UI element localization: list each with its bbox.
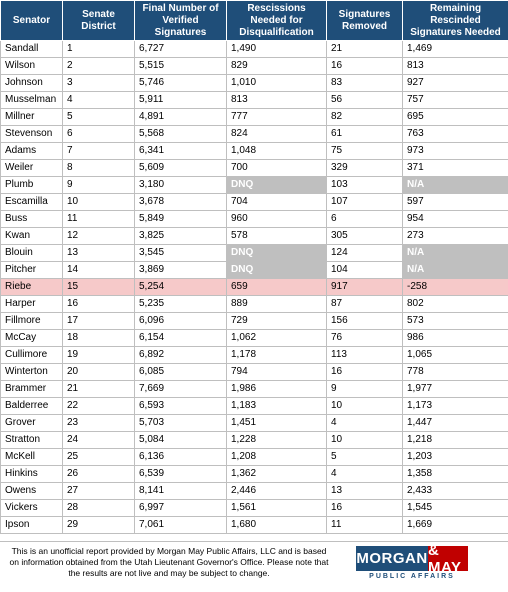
- cell-senator: Balderree: [1, 398, 63, 415]
- cell-verified: 5,609: [135, 160, 227, 177]
- cell-rescissions-needed: 813: [227, 92, 327, 109]
- cell-rescissions-needed: 794: [227, 364, 327, 381]
- table-row: [1, 211, 508, 228]
- cell-rescissions-needed: 729: [227, 313, 327, 330]
- cell-removed: 9: [327, 381, 403, 398]
- cell-rescissions-needed: DNQ: [227, 262, 327, 279]
- cell-removed: 16: [327, 58, 403, 75]
- cell-rescissions-needed: 889: [227, 296, 327, 313]
- cell-removed: 56: [327, 92, 403, 109]
- cell-verified: 6,593: [135, 398, 227, 415]
- cell-verified: 5,084: [135, 432, 227, 449]
- cell-verified: 5,703: [135, 415, 227, 432]
- table-row: [1, 228, 508, 245]
- table-row: [1, 347, 508, 364]
- cell-rescissions-needed: 1,561: [227, 500, 327, 517]
- cell-remaining: 757: [403, 92, 508, 109]
- cell-senator: Owens: [1, 483, 63, 500]
- cell-senator: Hinkins: [1, 466, 63, 483]
- cell-verified: 5,746: [135, 75, 227, 92]
- cell-district: 22: [63, 398, 135, 415]
- cell-senator: McCay: [1, 330, 63, 347]
- cell-verified: 6,727: [135, 41, 227, 58]
- cell-removed: 5: [327, 449, 403, 466]
- cell-remaining: 973: [403, 143, 508, 160]
- cell-senator: Pitcher: [1, 262, 63, 279]
- cell-district: 20: [63, 364, 135, 381]
- cell-district: 13: [63, 245, 135, 262]
- cell-verified: 3,678: [135, 194, 227, 211]
- cell-removed: 87: [327, 296, 403, 313]
- cell-removed: 305: [327, 228, 403, 245]
- cell-rescissions-needed: 829: [227, 58, 327, 75]
- cell-verified: 3,545: [135, 245, 227, 262]
- table-row: [1, 92, 508, 109]
- cell-district: 18: [63, 330, 135, 347]
- cell-senator: Johnson: [1, 75, 63, 92]
- table-row: [1, 262, 508, 279]
- cell-rescissions-needed: 1,986: [227, 381, 327, 398]
- cell-rescissions-needed: 700: [227, 160, 327, 177]
- cell-remaining: 1,447: [403, 415, 508, 432]
- cell-removed: 113: [327, 347, 403, 364]
- cell-remaining: 371: [403, 160, 508, 177]
- cell-rescissions-needed: 1,208: [227, 449, 327, 466]
- table-row: [1, 398, 508, 415]
- cell-removed: 10: [327, 398, 403, 415]
- cell-district: 28: [63, 500, 135, 517]
- cell-district: 3: [63, 75, 135, 92]
- table-row: [1, 279, 508, 296]
- table-row: [1, 364, 508, 381]
- header-senator: Senator: [1, 1, 63, 41]
- cell-removed: 16: [327, 364, 403, 381]
- table-row: [1, 177, 508, 194]
- cell-district: 29: [63, 517, 135, 534]
- table-row: [1, 432, 508, 449]
- table-row: [1, 41, 508, 58]
- table-row: [1, 194, 508, 211]
- cell-removed: 75: [327, 143, 403, 160]
- header-remaining-needed: Remaining Rescinded Signatures Needed: [403, 1, 508, 41]
- cell-rescissions-needed: 1,048: [227, 143, 327, 160]
- cell-removed: 21: [327, 41, 403, 58]
- cell-senator: Buss: [1, 211, 63, 228]
- cell-remaining: 1,173: [403, 398, 508, 415]
- cell-district: 14: [63, 262, 135, 279]
- cell-remaining: 273: [403, 228, 508, 245]
- cell-verified: 5,911: [135, 92, 227, 109]
- cell-verified: 6,085: [135, 364, 227, 381]
- cell-senator: Musselman: [1, 92, 63, 109]
- cell-remaining: 1,358: [403, 466, 508, 483]
- cell-remaining: 986: [403, 330, 508, 347]
- table-row: [1, 109, 508, 126]
- cell-removed: 104: [327, 262, 403, 279]
- cell-remaining: 597: [403, 194, 508, 211]
- cell-senator: Riebe: [1, 279, 63, 296]
- table-row: [1, 517, 508, 534]
- cell-remaining: 573: [403, 313, 508, 330]
- cell-senator: Millner: [1, 109, 63, 126]
- cell-verified: 6,154: [135, 330, 227, 347]
- table-row: [1, 245, 508, 262]
- cell-removed: 10: [327, 432, 403, 449]
- cell-remaining: 813: [403, 58, 508, 75]
- cell-rescissions-needed: 578: [227, 228, 327, 245]
- cell-district: 10: [63, 194, 135, 211]
- cell-verified: 3,180: [135, 177, 227, 194]
- table-row: [1, 466, 508, 483]
- cell-senator: Grover: [1, 415, 63, 432]
- cell-removed: 83: [327, 75, 403, 92]
- cell-removed: 107: [327, 194, 403, 211]
- cell-verified: 7,061: [135, 517, 227, 534]
- disclaimer-text: This is an unofficial report provided by Morgan May Public Affairs, LLC and is based on information obtained from the Utah Lieutenant Governor's Office. Please note that the results are not live and may be subject to change.: [6, 546, 332, 579]
- cell-district: 21: [63, 381, 135, 398]
- cell-remaining: N/A: [403, 177, 508, 194]
- cell-remaining: 1,545: [403, 500, 508, 517]
- cell-rescissions-needed: 1,451: [227, 415, 327, 432]
- cell-verified: 5,849: [135, 211, 227, 228]
- cell-remaining: 1,218: [403, 432, 508, 449]
- cell-rescissions-needed: 1,362: [227, 466, 327, 483]
- cell-rescissions-needed: 2,446: [227, 483, 327, 500]
- cell-remaining: 2,433: [403, 483, 508, 500]
- cell-remaining: 695: [403, 109, 508, 126]
- cell-verified: 6,096: [135, 313, 227, 330]
- cell-removed: 11: [327, 517, 403, 534]
- table-row: [1, 75, 508, 92]
- header-senate-district: Senate District: [63, 1, 135, 41]
- table-row: [1, 160, 508, 177]
- cell-senator: Kwan: [1, 228, 63, 245]
- cell-senator: Adams: [1, 143, 63, 160]
- cell-verified: 5,254: [135, 279, 227, 296]
- cell-removed: 61: [327, 126, 403, 143]
- cell-district: 16: [63, 296, 135, 313]
- cell-remaining: 1,977: [403, 381, 508, 398]
- cell-removed: 4: [327, 415, 403, 432]
- cell-senator: Winterton: [1, 364, 63, 381]
- cell-verified: 6,997: [135, 500, 227, 517]
- cell-district: 26: [63, 466, 135, 483]
- morgan-may-logo: [356, 546, 468, 586]
- table-row: [1, 483, 508, 500]
- cell-rescissions-needed: 1,183: [227, 398, 327, 415]
- cell-district: 9: [63, 177, 135, 194]
- header-rescissions-needed: Rescissions Needed for Disqualification: [227, 1, 327, 41]
- cell-removed: 4: [327, 466, 403, 483]
- cell-remaining: 1,469: [403, 41, 508, 58]
- cell-removed: 82: [327, 109, 403, 126]
- cell-district: 27: [63, 483, 135, 500]
- footer: [0, 541, 508, 592]
- cell-removed: 103: [327, 177, 403, 194]
- table-row: [1, 126, 508, 143]
- cell-removed: 124: [327, 245, 403, 262]
- cell-remaining: 954: [403, 211, 508, 228]
- cell-senator: Brammer: [1, 381, 63, 398]
- cell-remaining: 778: [403, 364, 508, 381]
- cell-removed: 16: [327, 500, 403, 517]
- cell-district: 5: [63, 109, 135, 126]
- cell-rescissions-needed: 659: [227, 279, 327, 296]
- cell-senator: Wilson: [1, 58, 63, 75]
- cell-verified: 7,669: [135, 381, 227, 398]
- cell-rescissions-needed: 1,010: [227, 75, 327, 92]
- cell-remaining: N/A: [403, 262, 508, 279]
- cell-removed: 329: [327, 160, 403, 177]
- cell-verified: 3,869: [135, 262, 227, 279]
- cell-rescissions-needed: 1,178: [227, 347, 327, 364]
- cell-verified: 5,515: [135, 58, 227, 75]
- cell-senator: Blouin: [1, 245, 63, 262]
- cell-district: 4: [63, 92, 135, 109]
- cell-rescissions-needed: 1,062: [227, 330, 327, 347]
- cell-remaining: -258: [403, 279, 508, 296]
- cell-remaining: 1,065: [403, 347, 508, 364]
- cell-verified: 3,825: [135, 228, 227, 245]
- cell-district: 24: [63, 432, 135, 449]
- cell-rescissions-needed: 824: [227, 126, 327, 143]
- logo-word-morgan: MORGAN: [356, 546, 428, 571]
- cell-removed: 6: [327, 211, 403, 228]
- cell-verified: 8,141: [135, 483, 227, 500]
- cell-district: 8: [63, 160, 135, 177]
- cell-district: 17: [63, 313, 135, 330]
- cell-district: 12: [63, 228, 135, 245]
- cell-district: 11: [63, 211, 135, 228]
- table-row: [1, 58, 508, 75]
- cell-verified: 6,892: [135, 347, 227, 364]
- table-row: [1, 381, 508, 398]
- cell-removed: 76: [327, 330, 403, 347]
- cell-remaining: 802: [403, 296, 508, 313]
- table-row: [1, 296, 508, 313]
- cell-remaining: 927: [403, 75, 508, 92]
- cell-rescissions-needed: 1,490: [227, 41, 327, 58]
- cell-senator: Weiler: [1, 160, 63, 177]
- cell-verified: 5,235: [135, 296, 227, 313]
- cell-senator: Stratton: [1, 432, 63, 449]
- cell-senator: Harper: [1, 296, 63, 313]
- cell-verified: 5,568: [135, 126, 227, 143]
- cell-verified: 6,539: [135, 466, 227, 483]
- cell-remaining: 1,203: [403, 449, 508, 466]
- logo-word-may: & MAY: [428, 546, 468, 571]
- cell-senator: Stevenson: [1, 126, 63, 143]
- cell-senator: McKell: [1, 449, 63, 466]
- cell-remaining: 1,669: [403, 517, 508, 534]
- cell-removed: 13: [327, 483, 403, 500]
- cell-removed: 917: [327, 279, 403, 296]
- cell-senator: Cullimore: [1, 347, 63, 364]
- cell-remaining: 763: [403, 126, 508, 143]
- cell-senator: Ipson: [1, 517, 63, 534]
- cell-removed: 156: [327, 313, 403, 330]
- cell-senator: Sandall: [1, 41, 63, 58]
- cell-verified: 6,341: [135, 143, 227, 160]
- cell-district: 7: [63, 143, 135, 160]
- cell-district: 2: [63, 58, 135, 75]
- cell-senator: Fillmore: [1, 313, 63, 330]
- cell-senator: Vickers: [1, 500, 63, 517]
- cell-district: 15: [63, 279, 135, 296]
- cell-rescissions-needed: DNQ: [227, 177, 327, 194]
- table-row: [1, 313, 508, 330]
- header-row: [1, 1, 508, 41]
- cell-senator: Plumb: [1, 177, 63, 194]
- cell-verified: 4,891: [135, 109, 227, 126]
- table-row: [1, 143, 508, 160]
- cell-rescissions-needed: 1,228: [227, 432, 327, 449]
- cell-district: 6: [63, 126, 135, 143]
- header-signatures-removed: Signatures Removed: [327, 1, 403, 41]
- table-row: [1, 415, 508, 432]
- table-row: [1, 500, 508, 517]
- cell-rescissions-needed: 704: [227, 194, 327, 211]
- cell-senator: Escamilla: [1, 194, 63, 211]
- cell-rescissions-needed: 1,680: [227, 517, 327, 534]
- cell-district: 25: [63, 449, 135, 466]
- cell-rescissions-needed: DNQ: [227, 245, 327, 262]
- cell-district: 1: [63, 41, 135, 58]
- cell-remaining: N/A: [403, 245, 508, 262]
- cell-rescissions-needed: 777: [227, 109, 327, 126]
- header-verified-signatures: Final Number of Verified Signatures: [135, 1, 227, 41]
- cell-rescissions-needed: 960: [227, 211, 327, 228]
- logo-subtitle: PUBLIC AFFAIRS: [356, 573, 468, 580]
- cell-district: 19: [63, 347, 135, 364]
- table-row: [1, 330, 508, 347]
- cell-verified: 6,136: [135, 449, 227, 466]
- cell-district: 23: [63, 415, 135, 432]
- table-body: [1, 41, 508, 534]
- table-row: [1, 449, 508, 466]
